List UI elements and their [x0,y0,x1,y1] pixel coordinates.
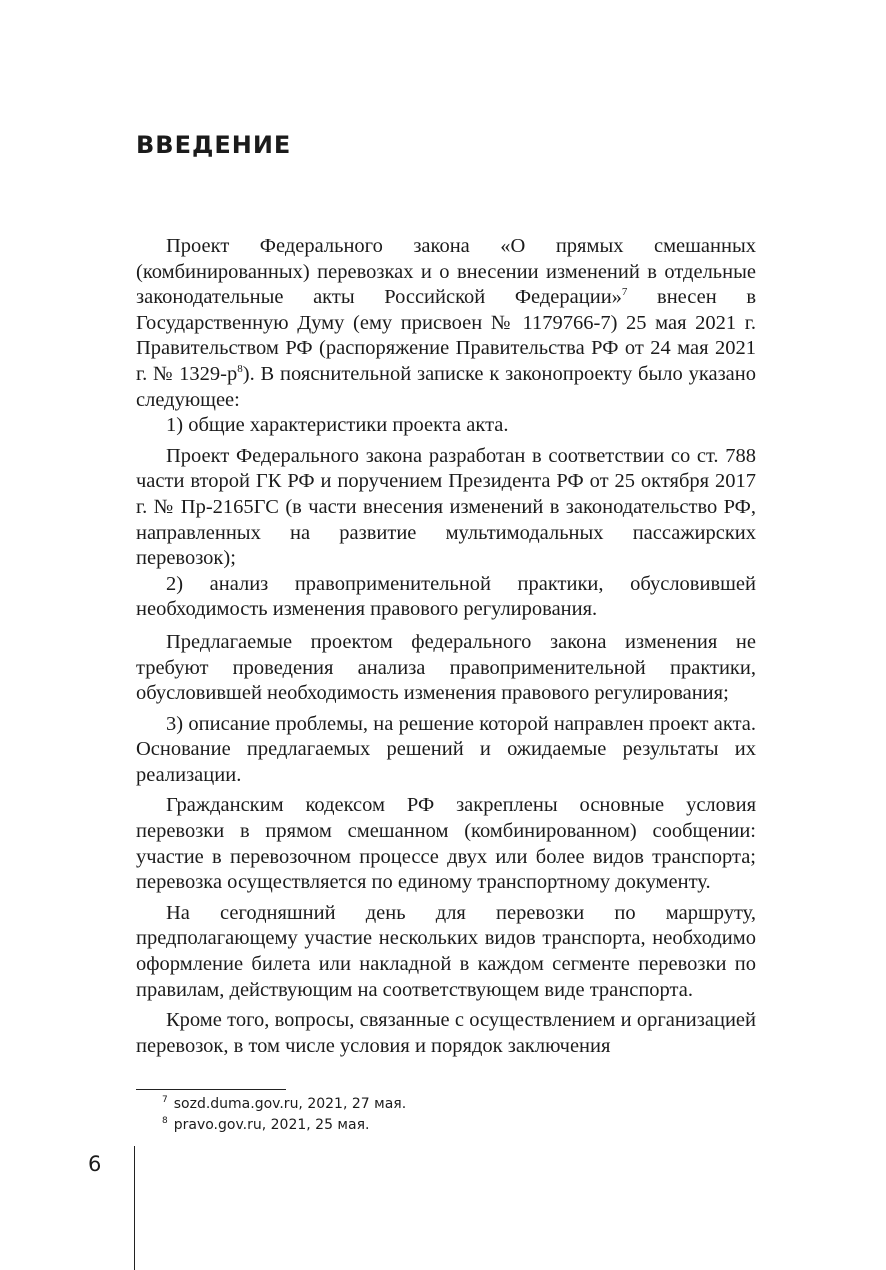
paragraph-8: На сегодняшний день для перевозки по маршруту, предполагающему участие нескольких видов транспорта, необходимо оформление билета или накладной в каждом сегменте перевозки по правилам, действующим на соответствующем виде транспорта. [136,901,756,1001]
paragraph-5: Предлагаемые проектом федерального закона изменения не требуют проведения анализа правоприменительной практики, обусловившей необходимость изменения правового регулирования; [136,630,756,705]
paragraph-3: Проект Федерального закона разработан в соответствии со ст. 788 части второй ГК РФ и поручением Президента РФ от 25 октября 2017 г. № Пр-2165ГС (в части внесения изменений в законодательство РФ, направленных на развитие мультимодальных пассажирских перевозок); [136,444,756,570]
footnote-divider [136,1089,286,1090]
footnote-7 [162,1094,406,1115]
paragraph-6: 3) описание проблемы, на решение которой направлен проект акта. Основание предлагаемых решений и ожидаемые результаты их реализации. [136,712,756,786]
footnote-ref-8[interactable]: 8 [237,363,243,376]
paragraph-1 [136,234,756,413]
page-number: 6 [88,1152,102,1176]
paragraph-2: 1) общие характеристики проекта акта. [166,414,509,437]
footnote-number: 7 [162,1095,168,1106]
footnote-text: sozd.duma.gov.ru, 2021, 27 мая. [173,1096,407,1112]
footnote-number: 8 [162,1116,168,1127]
footnote-8 [162,1115,406,1136]
paragraph-1-text-start: Проект Федерального закона «О прямых смешанных (комбинированных) перевозках и о внесении изменений в отдельные законодательные акты Российской Федерации» [136,235,756,309]
body-text [136,234,756,1059]
paragraph-1-text-middle: внесен в Государственную Думу (ему присвоен № 1179766-7) 25 мая 2021 г. Правительством РФ (распоряжение Правительства РФ от 24 мая 2021 г. № 1329-р [136,286,756,385]
paragraph-4: 2) анализ правоприменительной практики, обусловившей необходимость изменения правового регулирования. [136,572,756,621]
footnote-text: pravo.gov.ru, 2021, 25 мая. [173,1117,370,1133]
paragraph-9: Кроме того, вопросы, связанные с осуществлением и организацией перевозок, в том числе условия и порядок заключения [136,1009,756,1057]
chapter-heading: ВВЕДЕНИЕ [136,131,292,159]
page-margin-rule [134,1146,135,1270]
footnotes [162,1094,406,1136]
paragraph-1-text-end: ). В пояснительной записке к законопроекту было указано следующее: [136,362,756,411]
footnote-ref-7[interactable]: 7 [621,286,628,299]
paragraph-7: Гражданским кодексом РФ закреплены основные условия перевозки в прямом смешанном (комбинированном) сообщении: участие в перевозочном процессе двух или более видов транспорта; перевозка осуществляется по единому транспортному документу. [136,794,756,894]
